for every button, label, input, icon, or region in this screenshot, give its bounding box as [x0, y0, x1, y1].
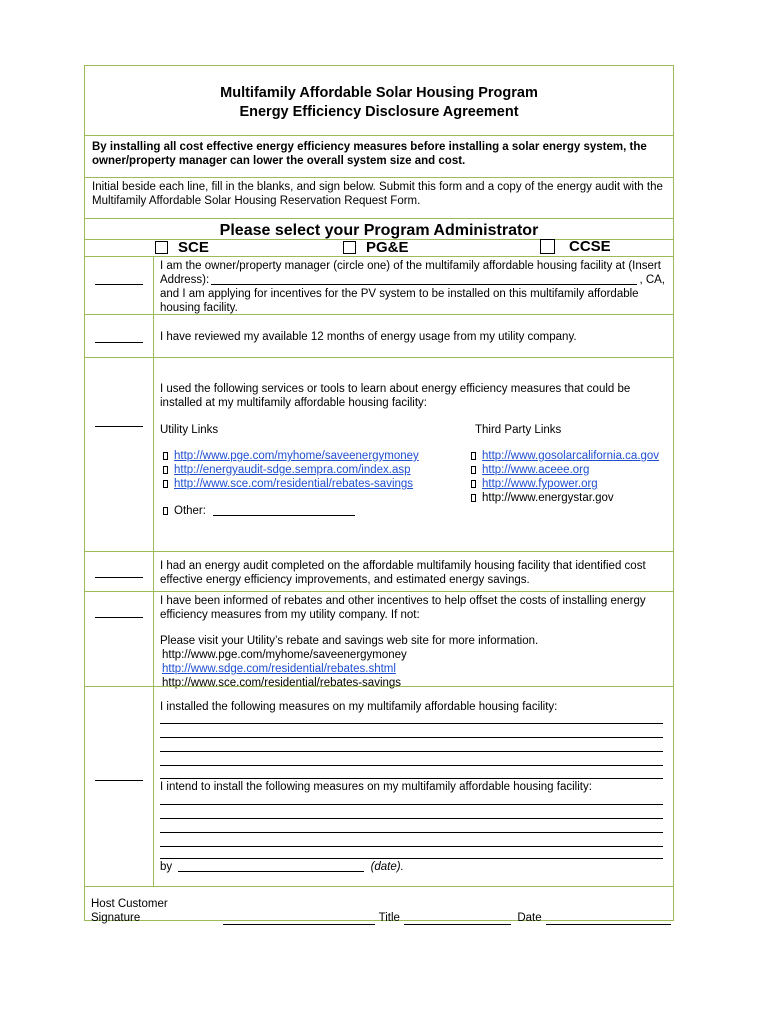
- divider: [85, 686, 673, 687]
- row5-text: [160, 594, 665, 690]
- sce-checkbox[interactable]: [155, 241, 168, 254]
- divider: [85, 886, 673, 887]
- bullet-icon: [163, 452, 168, 460]
- signature-row: [91, 897, 671, 925]
- divider: [85, 551, 673, 552]
- date-label: Date: [517, 912, 542, 924]
- address-suffix: , CA,: [639, 274, 665, 286]
- initials-blank-6[interactable]: [95, 780, 143, 781]
- bullet-icon: [471, 480, 476, 488]
- bullet-icon: [471, 466, 476, 474]
- row4-line2: effective energy efficiency improvements, and estimated energy savings.: [160, 574, 530, 586]
- divider: [85, 314, 673, 315]
- initials-blank-5[interactable]: [95, 617, 143, 618]
- other-label: Other:: [174, 505, 206, 517]
- address-label: Address):: [160, 274, 210, 286]
- row3-line2: installed at my multifamily affordable housing facility:: [160, 397, 427, 409]
- utility-link-sce[interactable]: http://www.sce.com/residential/rebates-savings: [174, 478, 414, 490]
- row1-line1: I am the owner/property manager (circle one) of the multifamily affordable housing facility at (Insert: [160, 260, 661, 272]
- address-field[interactable]: [211, 273, 637, 285]
- list-item: [471, 449, 659, 463]
- initials-blank-1[interactable]: [95, 284, 143, 285]
- by-label: by: [160, 861, 173, 873]
- initials-column-divider: [153, 256, 154, 886]
- bullet-icon: [471, 494, 476, 502]
- intend-measures-line-4[interactable]: [160, 846, 663, 847]
- third-party-links-heading: Third Party Links: [475, 424, 562, 436]
- divider: [85, 218, 673, 219]
- third-party-link-aceee[interactable]: http://www.aceee.org: [482, 464, 590, 476]
- intend-measures-line-3[interactable]: [160, 832, 663, 833]
- rebate-link-sce[interactable]: http://www.sce.com/residential/rebates-savings: [162, 677, 402, 689]
- pge-checkbox[interactable]: [343, 241, 356, 254]
- form-title-line2: Energy Efficiency Disclosure Agreement: [239, 104, 519, 120]
- admin-option-ccse[interactable]: [540, 238, 611, 255]
- list-item: [471, 477, 659, 491]
- row4-text: [160, 559, 665, 587]
- divider: [85, 256, 673, 257]
- admin-option-sce[interactable]: [155, 239, 209, 256]
- title-field[interactable]: [404, 913, 511, 925]
- third-party-link-gosolar[interactable]: http://www.gosolarcalifornia.ca.gov: [482, 450, 660, 462]
- utility-link-pge[interactable]: http://www.pge.com/myhome/saveenergymoney: [174, 450, 419, 462]
- rebate-link-sdge[interactable]: http://www.sdge.com/residential/rebates.shtml: [162, 663, 396, 675]
- intend-measures-line-5[interactable]: [160, 858, 663, 859]
- host-signature-label: Host Customer Signature: [91, 898, 168, 924]
- row1-text: [160, 259, 665, 315]
- title-label: Title: [378, 912, 400, 924]
- intend-measures-line-2[interactable]: [160, 818, 663, 819]
- divider: [85, 135, 673, 136]
- divider: [85, 591, 673, 592]
- installed-measures-label: I installed the following measures on my multifamily affordable housing facility:: [160, 701, 558, 713]
- initials-blank-2[interactable]: [95, 342, 143, 343]
- divider: [85, 177, 673, 178]
- installed-measures-line-2[interactable]: [160, 737, 663, 738]
- installed-measures-line-3[interactable]: [160, 751, 663, 752]
- pge-label: PG&E: [366, 239, 409, 256]
- intro-text: By installing all cost effective energy efficiency measures before installing a solar energy system, the owner/property manager can lower the overall system size and cost.: [92, 141, 647, 167]
- installed-measures-line-5[interactable]: [160, 778, 663, 779]
- list-item: [471, 463, 659, 477]
- installed-measures-line-1[interactable]: [160, 723, 663, 724]
- initials-blank-3[interactable]: [95, 426, 143, 427]
- row3-text: [160, 382, 665, 410]
- row5-line3: Please visit your Utility’s rebate and savings web site for more information.: [160, 635, 539, 647]
- instructions-text: Initial beside each line, fill in the blanks, and sign below. Submit this form and a copy of the energy audit with the Multifamily Affordable Solar Housing Reservation Request Form.: [92, 181, 663, 207]
- intend-measures-line-1[interactable]: [160, 804, 663, 805]
- bullet-icon: [163, 466, 168, 474]
- form-title-line1: Multifamily Affordable Solar Housing Program: [220, 85, 538, 101]
- utility-links-list: [163, 449, 419, 518]
- date-suffix: (date).: [370, 861, 404, 873]
- installed-measures-line-4[interactable]: [160, 765, 663, 766]
- utility-link-sdge[interactable]: http://energyaudit-sdge.sempra.com/index.asp: [174, 464, 411, 476]
- third-party-link-energystar[interactable]: http://www.energystar.gov: [482, 492, 614, 504]
- initials-blank-4[interactable]: [95, 577, 143, 578]
- disclosure-form: [84, 65, 674, 924]
- row4-line1: I had an energy audit completed on the affordable multifamily housing facility that identified cost: [160, 560, 646, 572]
- other-field[interactable]: [213, 504, 355, 516]
- list-item: [163, 504, 419, 518]
- bullet-icon: [163, 507, 168, 515]
- rebate-link-pge[interactable]: http://www.pge.com/myhome/saveenergymoney: [162, 649, 407, 661]
- bullet-icon: [163, 480, 168, 488]
- list-item: [471, 491, 659, 505]
- row1-address-line: [160, 273, 665, 287]
- sce-label: SCE: [178, 239, 209, 256]
- host-signature-field[interactable]: [223, 913, 374, 925]
- list-item: [163, 477, 419, 491]
- list-item: [163, 463, 419, 477]
- ccse-label: CCSE: [569, 238, 611, 255]
- row2-text: I have reviewed my available 12 months of energy usage from my utility company.: [160, 331, 577, 343]
- row3-line1: I used the following services or tools to learn about energy efficiency measures that could be: [160, 383, 631, 395]
- row1-line3: and I am applying for incentives for the PV system to be installed on this multifamily affordable: [160, 288, 639, 300]
- row1-line4: housing facility.: [160, 302, 238, 314]
- third-party-links-list: [471, 449, 659, 505]
- bullet-icon: [471, 452, 476, 460]
- row5-line2: efficiency measures from my utility company. If not:: [160, 609, 420, 621]
- admin-heading: Please select your Program Administrator: [219, 222, 539, 239]
- admin-option-pge[interactable]: [343, 239, 409, 256]
- intend-measures-label: I intend to install the following measures on my multifamily affordable housing facility:: [160, 781, 592, 793]
- third-party-link-fypower[interactable]: http://www.fypower.org: [482, 478, 598, 490]
- by-date-field[interactable]: [178, 860, 364, 872]
- ccse-checkbox[interactable]: [540, 239, 555, 254]
- row5-line1: I have been informed of rebates and other incentives to help offset the costs of installing energy: [160, 595, 646, 607]
- utility-links-heading: Utility Links: [160, 424, 219, 436]
- divider: [85, 357, 673, 358]
- list-item: [163, 449, 419, 463]
- by-date-line: [160, 860, 404, 874]
- date-field[interactable]: [546, 913, 671, 925]
